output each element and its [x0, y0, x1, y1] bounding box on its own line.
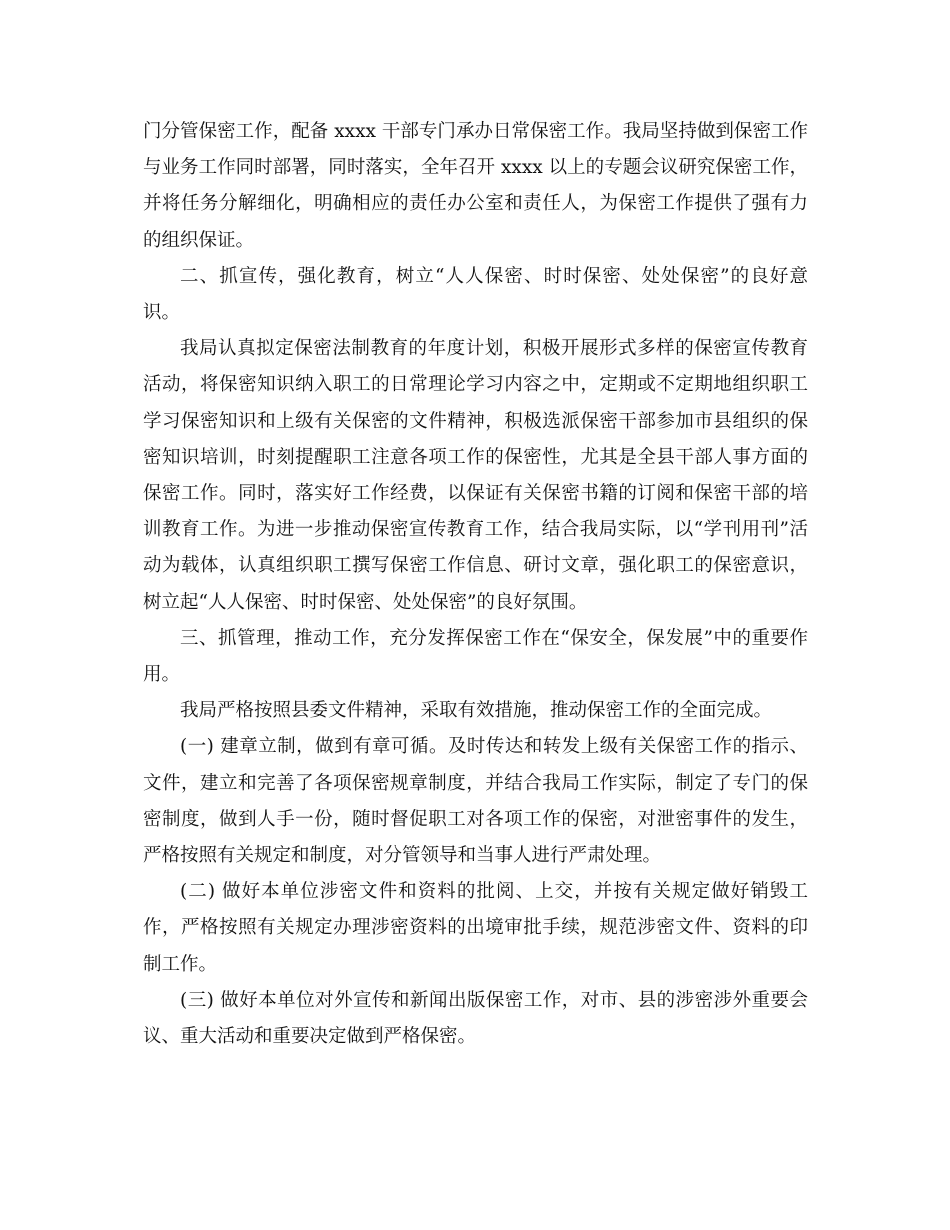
- section-heading-3: 三、抓管理，推动工作，充分发挥保密工作在“保安全，保发展”中的重要作用。: [143, 627, 808, 686]
- list-item-2: (二) 做好本单位涉密文件和资料的批阅、上交，并按有关规定做好销毁工作，严格按照有关规定办理涉密资料的出境审批手续，规范涉密文件、资料的印制工作。: [143, 881, 808, 975]
- paragraph: 我局严格按照县委文件精神，采取有效措施，推动保密工作的全面完成。: [180, 700, 773, 722]
- paragraph: 我局认真拟定保密法制教育的年度计划，积极开展形式多样的保密宣传教育活动，将保密知识纳入职工的日常理论学习内容之中，定期或不定期地组织职工学习保密知识和上级有关保密的文件精神，积极选派保密干部参加市县组织的保密知识培训，时刻提醒职工注意各项工作的保密性，尤其是全县干部人事方面的保密工作。同时，落实好工作经费，以保证有关保密书籍的订阅和保密干部的培训教育工作。为进一步推动保密宣传教育工作，结合我局实际，以“学刊用刊”活动为载体，认真组织职工撰写保密工作信息、研讨文章，强化职工的保密意识，树立起“人人保密、时时保密、处处保密”的良好氛围。: [143, 338, 808, 613]
- document-body: [143, 114, 808, 1055]
- list-item-3: (三) 做好本单位对外宣传和新闻出版保密工作，对市、县的涉密涉外重要会议、重大活动和重要决定做到严格保密。: [143, 989, 808, 1048]
- list-item-1: (一) 建章立制，做到有章可循。及时传达和转发上级有关保密工作的指示、文件，建立和完善了各项保密规章制度，并结合我局工作实际，制定了专门的保密制度，做到人手一份，随时督促职工对各项工作的保密，对泄密事件的发生，严格按照有关规定和制度，对分管领导和当事人进行严肃处理。: [143, 736, 808, 867]
- section-heading-2: 二、抓宣传，强化教育，树立“人人保密、时时保密、处处保密”的良好意识。: [143, 265, 808, 324]
- paragraph-continuation: 门分管保密工作，配备 xxxx 干部专门承办日常保密工作。我局坚持做到保密工作与业务工作同时部署，同时落实，全年召开 xxxx 以上的专题会议研究保密工作，并将任务分解细化，明确相应的责任办公室和责任人，为保密工作提供了强有力的组织保证。: [143, 121, 808, 251]
